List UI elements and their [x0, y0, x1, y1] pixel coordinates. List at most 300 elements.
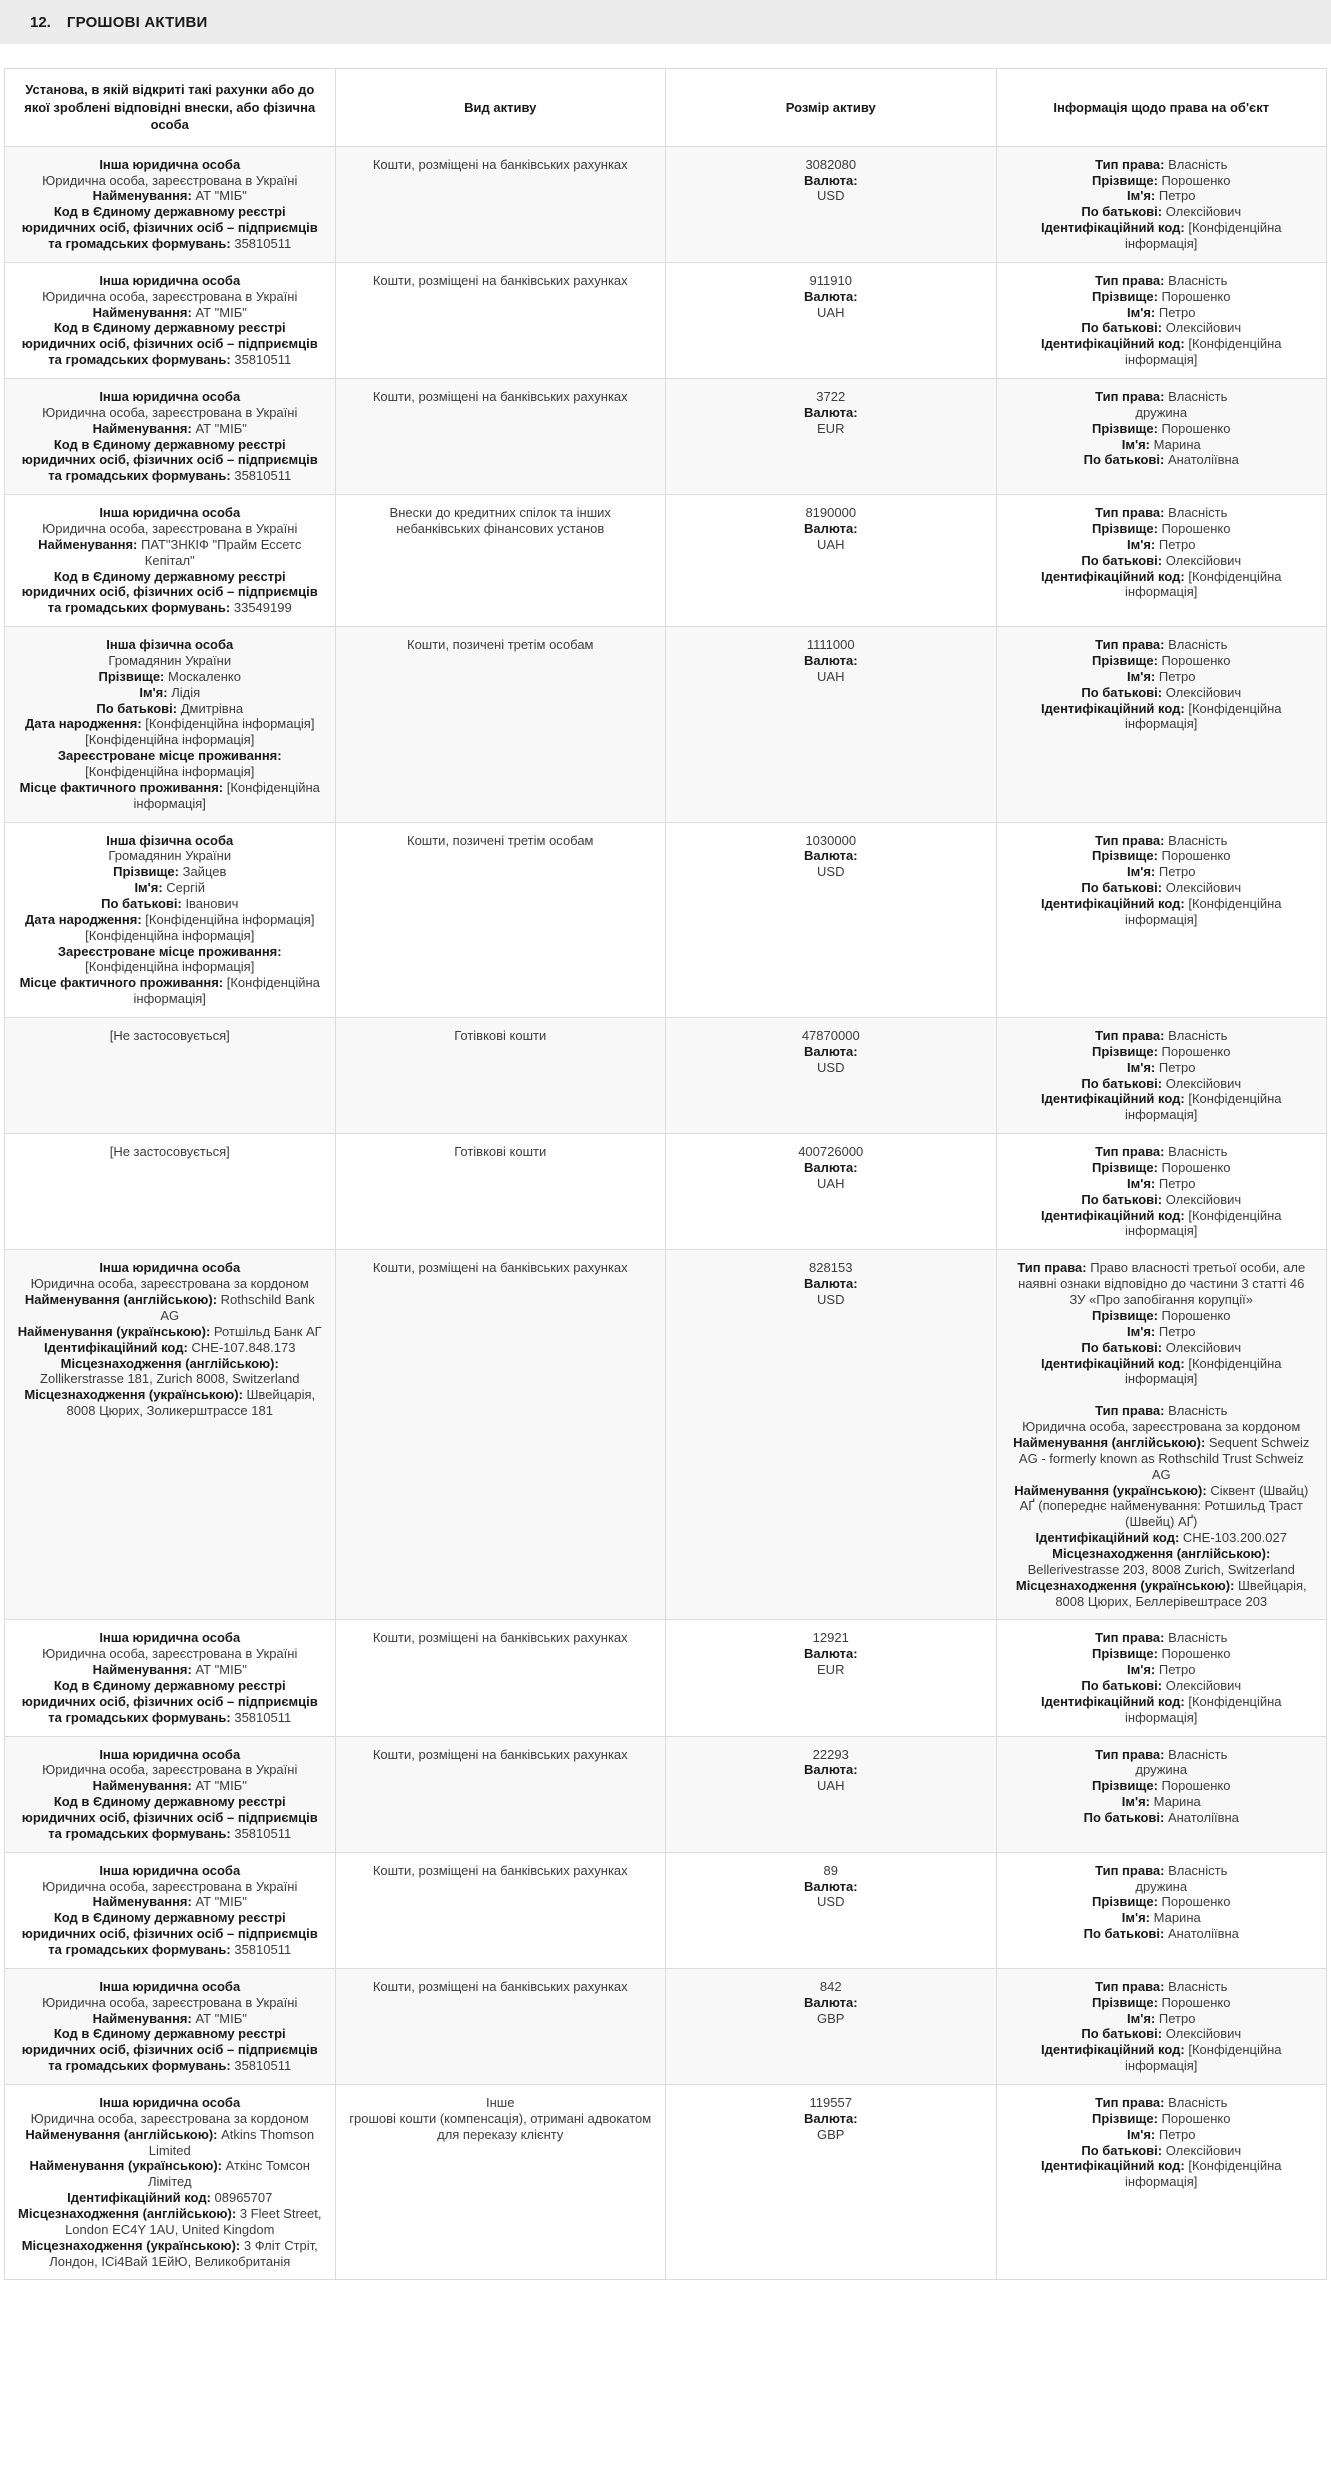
field-label: Найменування (українською):: [17, 1323, 214, 1339]
field-value: Порошенко: [1161, 1994, 1231, 2010]
field-value: Власність: [1168, 1028, 1228, 1044]
field-label: Інша юридична особа: [99, 505, 241, 521]
field-value: Москаленко: [168, 668, 241, 684]
asset-row: [5, 1134, 1327, 1250]
field-value: Петро: [1158, 2126, 1196, 2142]
field-value: Олексійович: [1165, 1075, 1242, 1091]
assets-table-body: [5, 146, 1327, 2280]
cell-line: [1009, 1324, 1315, 1340]
field-value: Швейцарія, 8008 Цюрих, Золикерштрассе 181: [66, 1387, 316, 1419]
field-label: Прізвище:: [1092, 1994, 1162, 2010]
field-value: 35810511: [234, 1709, 292, 1725]
assets-table-header: [5, 69, 1327, 147]
field-value: Порошенко: [1161, 652, 1231, 668]
field-value: Власність: [1168, 637, 1228, 653]
field-value: Петро: [1158, 2010, 1196, 2026]
field-label: Місце фактичного проживання:: [19, 975, 227, 991]
cell-line: [678, 1778, 984, 1794]
institution-cell: [5, 627, 336, 822]
cell-line: [17, 1292, 323, 1324]
cell-line: [1009, 1979, 1315, 1995]
section-title-band: [0, 0, 1331, 44]
amount-cell: [666, 495, 997, 627]
amount-cell: [666, 1250, 997, 1620]
cell-line: [678, 1630, 984, 1646]
field-value: [Конфіденційна інформація]: [1125, 1355, 1282, 1387]
asset-row: [5, 1620, 1327, 1736]
cell-line: [1009, 505, 1315, 521]
cell-line: [17, 1894, 323, 1910]
asset-row: [5, 262, 1327, 378]
field-value: UAH: [817, 1778, 845, 1794]
field-value: Олексійович: [1165, 880, 1242, 896]
cell-line: [348, 1028, 654, 1044]
cell-line: [1009, 2026, 1315, 2042]
field-value: Іванович: [185, 896, 239, 912]
field-value: грошові кошти (компенсація), отримані адвокатом для переказу клієнту: [349, 2110, 652, 2142]
field-value: UAH: [817, 1175, 845, 1191]
cell-line: [678, 1762, 984, 1778]
cell-line: [17, 1662, 323, 1678]
institution-cell: [5, 1134, 336, 1250]
cell-line: [678, 421, 984, 437]
cell-line: [17, 975, 323, 1007]
institution-cell: [5, 1852, 336, 1968]
cell-line: [17, 1910, 323, 1958]
field-label: Ідентифікаційний код:: [1035, 1530, 1183, 1546]
cell-line: [17, 320, 323, 368]
header-asset-type: Вид активу: [335, 69, 666, 147]
field-label: По батькові:: [101, 896, 186, 912]
amount-cell: [666, 146, 997, 262]
asset-type-cell: [335, 495, 666, 627]
cell-line: [1009, 637, 1315, 653]
field-value: Порошенко: [1161, 1778, 1231, 1794]
cell-line: [348, 505, 654, 537]
field-label: Найменування:: [92, 304, 196, 320]
field-label: Ідентифікаційний код:: [1040, 568, 1189, 584]
cell-line: [678, 289, 984, 305]
field-value: UAH: [817, 668, 845, 684]
field-value: Олексійович: [1165, 552, 1242, 568]
cell-line: [348, 1747, 654, 1763]
cell-line: [17, 848, 323, 864]
cell-line: [1009, 188, 1315, 204]
asset-type-cell: [335, 1620, 666, 1736]
cell-line: [1009, 896, 1315, 928]
field-value: CHE-103.200.027: [1182, 1530, 1287, 1546]
rights-cell: [996, 627, 1327, 822]
field-value: EUR: [817, 420, 845, 436]
field-label: Ім'я:: [1127, 1059, 1159, 1075]
asset-type-cell: [335, 262, 666, 378]
cell-line: [17, 1260, 323, 1276]
cell-line: [678, 833, 984, 849]
field-label: Ідентифікаційний код:: [1040, 1091, 1189, 1107]
cell-line: [678, 389, 984, 405]
asset-row: [5, 1852, 1327, 1968]
cell-line: [17, 1356, 323, 1388]
field-value: дружина: [1135, 404, 1188, 420]
cell-line: [17, 1678, 323, 1726]
cell-line: [1009, 1403, 1315, 1419]
field-value: Власність: [1168, 1862, 1228, 1878]
field-value: [Конфіденційна інформація]: [85, 764, 255, 779]
field-value: Порошенко: [1161, 520, 1231, 536]
field-label: Інша юридична особа: [99, 1260, 241, 1276]
cell-line: [678, 537, 984, 553]
cell-line: [678, 1028, 984, 1044]
field-label: Ім'я:: [1127, 1175, 1159, 1191]
field-label: Найменування (англійською):: [25, 2126, 222, 2142]
cell-line: [17, 1762, 323, 1778]
cell-line: [1009, 537, 1315, 553]
cell-line: [1009, 1678, 1315, 1694]
field-value: Петро: [1158, 1175, 1196, 1191]
field-value: Дмитрівна: [180, 700, 244, 716]
cell-line: [678, 1863, 984, 1879]
cell-line: [17, 653, 323, 669]
amount-cell: [666, 1968, 997, 2084]
cell-line: [17, 1144, 323, 1160]
cell-line: [1009, 1144, 1315, 1160]
field-label: Прізвище:: [1092, 520, 1162, 536]
field-label: Найменування (українською):: [29, 2158, 226, 2174]
cell-line: [1009, 1192, 1315, 1208]
cell-line: [1009, 553, 1315, 569]
cell-line: [17, 1028, 323, 1044]
cell-line: [1009, 2127, 1315, 2143]
cell-line: [348, 637, 654, 653]
field-label: Тип права:: [1095, 1403, 1169, 1419]
field-value: [Конфіденційна інформація]: [85, 959, 255, 975]
cell-line: [678, 157, 984, 173]
field-label: Найменування (українською):: [1014, 1482, 1211, 1498]
cell-line: [678, 1176, 984, 1192]
cell-line: [678, 1160, 984, 1176]
field-value: Порошенко: [1161, 172, 1231, 188]
field-label: Тип права:: [1095, 505, 1169, 521]
field-value: Олексійович: [1165, 320, 1242, 336]
field-label: По батькові:: [1081, 204, 1166, 220]
field-value: Порошенко: [1161, 1646, 1231, 1662]
cell-line: [17, 537, 323, 569]
cell-line: [17, 864, 323, 880]
field-value: Сергій: [166, 880, 206, 896]
field-value: 12921: [812, 1630, 849, 1646]
field-label: По батькові:: [1081, 320, 1166, 336]
field-value: Atkins Thomson Limited: [148, 2126, 315, 2158]
field-value: USD: [817, 1059, 845, 1075]
field-value: Олексійович: [1165, 2142, 1242, 2158]
header-row: [5, 69, 1327, 147]
field-value: Юридична особа, зареєстрована в Україні: [42, 1878, 298, 1894]
cell-line: [678, 2011, 984, 2027]
cell-line: [1009, 1810, 1315, 1826]
field-value: 35810511: [234, 352, 292, 368]
field-label: Зареєстроване місце проживання:: [57, 943, 282, 959]
cell-line: [678, 669, 984, 685]
field-value: Інше: [486, 2095, 515, 2111]
field-value: АТ "МІБ": [195, 420, 247, 436]
field-value: [Конфіденційна інформація]: [133, 779, 320, 811]
cell-line: [348, 1260, 654, 1276]
field-value: Право власності третьої особи, але наявні ознаки відповідно до частини 3 статті 46 ЗУ «Про запобігання корупції»: [1018, 1260, 1306, 1308]
field-label: Інша юридична особа: [99, 156, 241, 172]
cell-line: [1009, 1926, 1315, 1942]
field-value: Зайцев: [182, 864, 227, 880]
cell-line: [17, 173, 323, 189]
cell-line: [17, 305, 323, 321]
cell-line: [678, 1144, 984, 1160]
field-value: CHE-107.848.173: [191, 1339, 296, 1355]
cell-line: [678, 1879, 984, 1895]
cell-line: [1009, 1630, 1315, 1646]
field-value: 33549199: [233, 600, 292, 616]
cell-line: [17, 669, 323, 685]
cell-line: [1009, 1419, 1315, 1435]
cell-line: [17, 188, 323, 204]
cell-line: [17, 1863, 323, 1879]
cell-line: [1009, 685, 1315, 701]
asset-type-cell: [335, 146, 666, 262]
cell-line: [678, 2111, 984, 2127]
field-label: Код в Єдиному державному реєстрі юридичних осіб, фізичних осіб – підприємців та громадських формувань:: [21, 1910, 318, 1957]
field-value: USD: [817, 1894, 845, 1910]
cell-line: [1009, 1863, 1315, 1879]
cell-line: [678, 173, 984, 189]
cell-line: [678, 1894, 984, 1910]
field-value: 47870000: [801, 1028, 860, 1044]
rights-cell: [996, 822, 1327, 1017]
field-label: Інша юридична особа: [99, 1978, 241, 1994]
field-value: [Конфіденційна інформація]: [85, 732, 255, 748]
field-label: Ім'я:: [1127, 536, 1159, 552]
field-value: [Конфіденційна інформація]: [145, 911, 315, 927]
field-value: Порошенко: [1161, 420, 1231, 436]
cell-line: [1009, 405, 1315, 421]
section-title: ГРОШОВІ АКТИВИ: [66, 13, 208, 31]
asset-type-cell: [335, 1250, 666, 1620]
field-value: Кошти, позичені третім особам: [407, 637, 594, 653]
field-label: Код в Єдиному державному реєстрі юридичних осіб, фізичних осіб – підприємців та громадських формувань:: [21, 204, 318, 251]
field-value: Порошенко: [1161, 2110, 1231, 2126]
field-label: Валюта:: [803, 1276, 858, 1292]
field-value: Bellerivestrasse 203, 8008 Zurich, Switzerland: [1027, 1561, 1295, 1577]
field-label: Тип права:: [1095, 1144, 1169, 1160]
cell-line: [17, 833, 323, 849]
field-label: Валюта:: [803, 652, 858, 668]
institution-cell: [5, 262, 336, 378]
cell-line: [17, 1995, 323, 2011]
cell-line: [17, 1646, 323, 1662]
field-label: Ідентифікаційний код:: [1040, 2158, 1189, 2174]
field-label: Ім'я:: [1121, 1794, 1154, 1810]
field-label: Валюта:: [803, 1994, 858, 2010]
cell-line: [678, 1292, 984, 1308]
field-label: По батькові:: [1081, 1191, 1166, 1207]
field-value: Порошенко: [1161, 848, 1231, 864]
field-value: Кошти, розміщені на банківських рахунках: [372, 1260, 628, 1276]
field-value: Кошти, розміщені на банківських рахунках: [372, 1746, 628, 1762]
cell-line: [1009, 1778, 1315, 1794]
field-value: Юридична особа, зареєстрована в Україні: [42, 1762, 298, 1778]
field-label: Найменування (англійською):: [24, 1292, 221, 1308]
field-value: Анатоліївна: [1167, 1926, 1239, 1942]
field-value: дружина: [1135, 1878, 1188, 1894]
field-value: Олексійович: [1165, 2026, 1242, 2042]
cell-line: [1009, 1176, 1315, 1192]
field-label: Місцезнаходження (українською):: [1015, 1577, 1239, 1593]
field-label: Прізвище:: [1092, 288, 1162, 304]
rights-cell: [996, 1620, 1327, 1736]
field-value: Кошти, розміщені на банківських рахунках: [372, 156, 628, 172]
cell-line: [1009, 1260, 1315, 1308]
cell-line: [1009, 569, 1315, 601]
amount-cell: [666, 627, 997, 822]
field-value: 35810511: [234, 1825, 292, 1841]
cell-line: [1009, 437, 1315, 453]
cell-line: [1009, 1894, 1315, 1910]
rights-cell: [996, 262, 1327, 378]
field-value: Кошти, позичені третім особам: [407, 832, 594, 848]
amount-cell: [666, 262, 997, 378]
field-value: 35810511: [234, 468, 292, 484]
field-label: Ім'я:: [1127, 1323, 1159, 1339]
field-value: [Не застосовується]: [109, 1028, 230, 1044]
institution-cell: [5, 2085, 336, 2280]
cell-line: [17, 2111, 323, 2127]
field-label: Валюта:: [803, 404, 858, 420]
field-value: Юридична особа, зареєстрована за кордоном: [30, 1276, 309, 1292]
header-institution: Установа, в якій відкриті такі рахунки або до якої зроблені відповідні внески, або фізична особа: [5, 69, 336, 147]
rights-cell: [996, 1736, 1327, 1852]
field-value: Кошти, розміщені на банківських рахунках: [372, 272, 628, 288]
cell-line: [1009, 452, 1315, 468]
field-value: Порошенко: [1161, 1160, 1231, 1176]
cell-line: [348, 273, 654, 289]
asset-type-cell: [335, 1736, 666, 1852]
field-label: Прізвище:: [1092, 1160, 1162, 1176]
asset-type-cell: [335, 1852, 666, 1968]
field-value: [Конфіденційна інформація]: [1125, 1091, 1282, 1123]
cell-line: [678, 637, 984, 653]
field-label: Прізвище:: [98, 668, 168, 684]
cell-line: [1009, 1435, 1315, 1483]
field-label: Найменування:: [92, 188, 196, 204]
cell-line: [1009, 220, 1315, 252]
cell-line: [678, 864, 984, 880]
header-asset-size: Розмір активу: [666, 69, 997, 147]
cell-line: [1009, 521, 1315, 537]
field-label: По батькові:: [96, 700, 181, 716]
field-label: Найменування:: [38, 536, 141, 552]
field-label: Місце фактичного проживання:: [19, 779, 227, 795]
field-value: [Конфіденційна інформація]: [1125, 1207, 1282, 1239]
field-value: 3082080: [805, 156, 857, 172]
field-value: Порошенко: [1161, 1307, 1231, 1323]
cell-line: [1009, 2042, 1315, 2074]
field-value: Власність: [1168, 1144, 1228, 1160]
cell-line: [1009, 336, 1315, 368]
field-value: Порошенко: [1161, 288, 1231, 304]
field-value: USD: [817, 864, 845, 880]
field-value: Власність: [1168, 1746, 1228, 1762]
cell-line: [1009, 1308, 1315, 1324]
rights-cell: [996, 378, 1327, 494]
field-value: Юридична особа, зареєстрована за кордоном: [1022, 1419, 1301, 1435]
cell-line: [1009, 320, 1315, 336]
cell-line: [1009, 389, 1315, 405]
cell-line: [17, 1630, 323, 1646]
rights-cell: [996, 1134, 1327, 1250]
field-label: Валюта:: [803, 520, 858, 536]
field-value: 842: [819, 1978, 842, 1994]
field-label: Прізвище:: [113, 864, 183, 880]
cell-line: [678, 1060, 984, 1076]
amount-cell: [666, 2085, 997, 2280]
rights-cell: [996, 1250, 1327, 1620]
field-label: Тип права:: [1095, 1028, 1169, 1044]
cell-line: [348, 1630, 654, 1646]
cell-line: [678, 1276, 984, 1292]
field-label: Ім'я:: [1127, 188, 1159, 204]
field-label: Тип права:: [1095, 1862, 1169, 1878]
field-label: Ім'я:: [1127, 668, 1159, 684]
rights-cell: [996, 1852, 1327, 1968]
cell-line: [17, 2026, 323, 2074]
field-value: Олексійович: [1165, 684, 1242, 700]
field-value: Власність: [1168, 505, 1228, 521]
field-value: Власність: [1168, 272, 1228, 288]
field-label: Прізвище:: [1092, 1894, 1162, 1910]
cell-line: [348, 1979, 654, 1995]
field-label: Інша юридична особа: [99, 1630, 241, 1646]
field-label: Валюта:: [803, 172, 858, 188]
cell-line: [1009, 2095, 1315, 2111]
field-value: Юридична особа, зареєстрована в Україні: [42, 1994, 298, 2010]
cell-line: [678, 305, 984, 321]
field-value: 08965707: [214, 2190, 273, 2206]
field-value: Петро: [1158, 1323, 1196, 1339]
cell-line: [1009, 1160, 1315, 1176]
field-label: Найменування:: [92, 1778, 196, 1794]
field-label: Інша юридична особа: [99, 1746, 241, 1762]
cell-line: [1009, 1530, 1315, 1546]
field-label: Прізвище:: [1092, 1307, 1162, 1323]
field-value: Анатоліївна: [1167, 452, 1239, 468]
field-label: По батькові:: [1081, 880, 1166, 896]
field-value: АТ "МІБ": [195, 1894, 247, 1910]
field-label: Ідентифікаційний код:: [1040, 336, 1189, 352]
field-label: Дата народження:: [25, 911, 146, 927]
cell-line: [17, 880, 323, 896]
assets-table: [4, 68, 1327, 2280]
field-label: Ідентифікаційний код:: [1040, 220, 1189, 236]
field-label: Ім'я:: [1121, 1910, 1154, 1926]
cell-line: [17, 521, 323, 537]
rights-cell: [996, 146, 1327, 262]
institution-cell: [5, 1736, 336, 1852]
cell-line: [678, 505, 984, 521]
field-value: Власність: [1168, 2095, 1228, 2111]
section-number: 12.: [30, 13, 51, 31]
field-label: Код в Єдиному державному реєстрі юридичних осіб, фізичних осіб – підприємців та громадських формувань:: [21, 568, 318, 616]
field-label: Код в Єдиному державному реєстрі юридичних осіб, фізичних осіб – підприємців та громадських формувань:: [21, 1677, 318, 1725]
field-label: Ім'я:: [1121, 436, 1154, 452]
field-label: По батькові:: [1081, 1075, 1166, 1091]
cell-line: [17, 701, 323, 717]
